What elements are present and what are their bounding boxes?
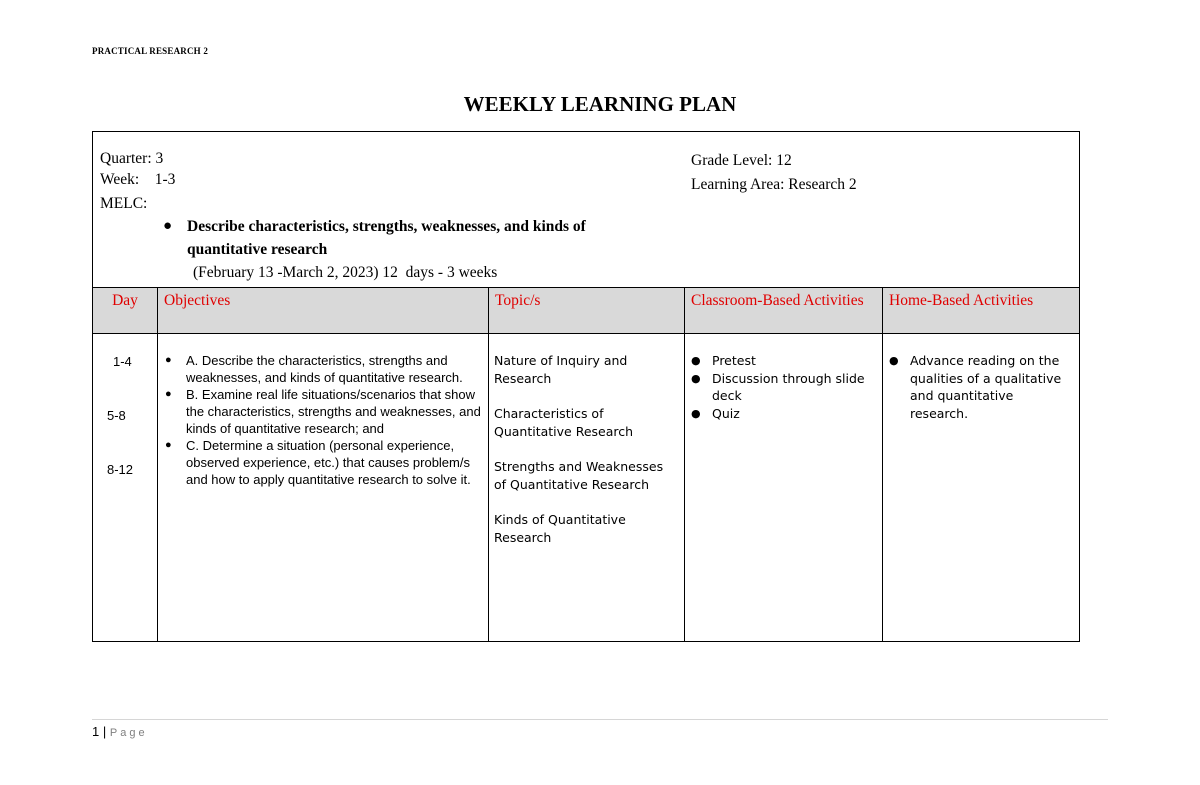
page-number: 1: [92, 724, 100, 739]
header-topics: Topic/s: [488, 288, 684, 334]
objective-item: ● C. Determine a situation (personal experience, observed experience, etc.) that causes problem/s and how to apply quantitative research to solve it.: [165, 438, 471, 487]
day-range: 5-8: [107, 408, 126, 423]
topic-item: Strengths and Weaknesses of Quantitative Research: [494, 459, 664, 492]
classroom-activities-list: [690, 352, 878, 422]
date-range: (February 13 -March 2, 2023) 12 days - 3 weeks: [193, 264, 498, 281]
week-label: Week: 1-3: [100, 171, 176, 188]
bullet-icon: ●: [691, 354, 701, 367]
classroom-activity-item: ● Pretest: [691, 353, 756, 368]
topics-cell: [494, 352, 676, 564]
objectives-list: [164, 352, 482, 488]
objectives-cell: [164, 352, 482, 488]
home-activities-list: [888, 352, 1074, 422]
day-range: 1-4: [113, 354, 132, 369]
header-home-activities: Home-Based Activities: [882, 288, 1079, 334]
header-objectives: Objectives: [157, 288, 488, 334]
home-activity-item: ● Advance reading on the qualities of a qualitative and quantitative research.: [889, 353, 1062, 421]
header-classroom-activities: Classroom-Based Activities: [684, 288, 882, 334]
plan-info-section: [93, 132, 1079, 288]
learning-plan-table: [92, 131, 1080, 642]
bullet-icon: ●: [889, 354, 899, 367]
topic-item: Characteristics of Quantitative Research: [494, 406, 634, 439]
topic-item: Kinds of Quantitative Research: [494, 512, 626, 545]
day-range: 8-12: [107, 462, 134, 477]
quarter-label: Quarter: 3: [100, 150, 164, 167]
column-divider: [157, 288, 158, 642]
grade-level: Grade Level: 12: [691, 152, 792, 169]
classroom-activity-item: ● Discussion through slide deck: [691, 370, 865, 403]
page-label: Page: [109, 727, 148, 739]
bullet-icon: ●: [165, 388, 172, 400]
column-divider: [882, 288, 883, 642]
bullet-icon: ●: [165, 354, 172, 366]
footer-divider: [92, 719, 1108, 720]
melc-bullet-icon: ●: [163, 218, 173, 234]
bullet-icon: ●: [691, 406, 701, 420]
objective-item: ● B. Examine real life situations/scenarios that show the characteristics, strengths and weaknesses, and kinds of quantitative research; and: [165, 387, 481, 436]
running-header: PRACTICAL RESEARCH 2: [92, 46, 209, 56]
header-day: Day: [93, 288, 157, 334]
topic-item: Nature of Inquiry and Research: [494, 353, 628, 386]
objective-item: ● A. Describe the characteristics, strengths and weaknesses, and kinds of quantitative research.: [165, 353, 463, 385]
home-activities-cell: [888, 352, 1074, 422]
classroom-activities-cell: [690, 352, 878, 422]
column-divider: [488, 288, 489, 642]
bullet-icon: ●: [691, 371, 701, 385]
bullet-icon: ●: [165, 439, 172, 451]
footer-separator: |: [102, 724, 107, 739]
melc-competency-line2: quantitative research: [187, 241, 328, 258]
column-divider: [684, 288, 685, 642]
melc-label: MELC:: [100, 195, 148, 212]
page-footer: [92, 724, 148, 739]
classroom-activity-item: ● Quiz: [691, 405, 740, 421]
melc-competency-line1: Describe characteristics, strengths, weaknesses, and kinds of: [187, 218, 586, 235]
learning-area: Learning Area: Research 2: [691, 176, 857, 193]
document-title: WEEKLY LEARNING PLAN: [463, 92, 737, 116]
